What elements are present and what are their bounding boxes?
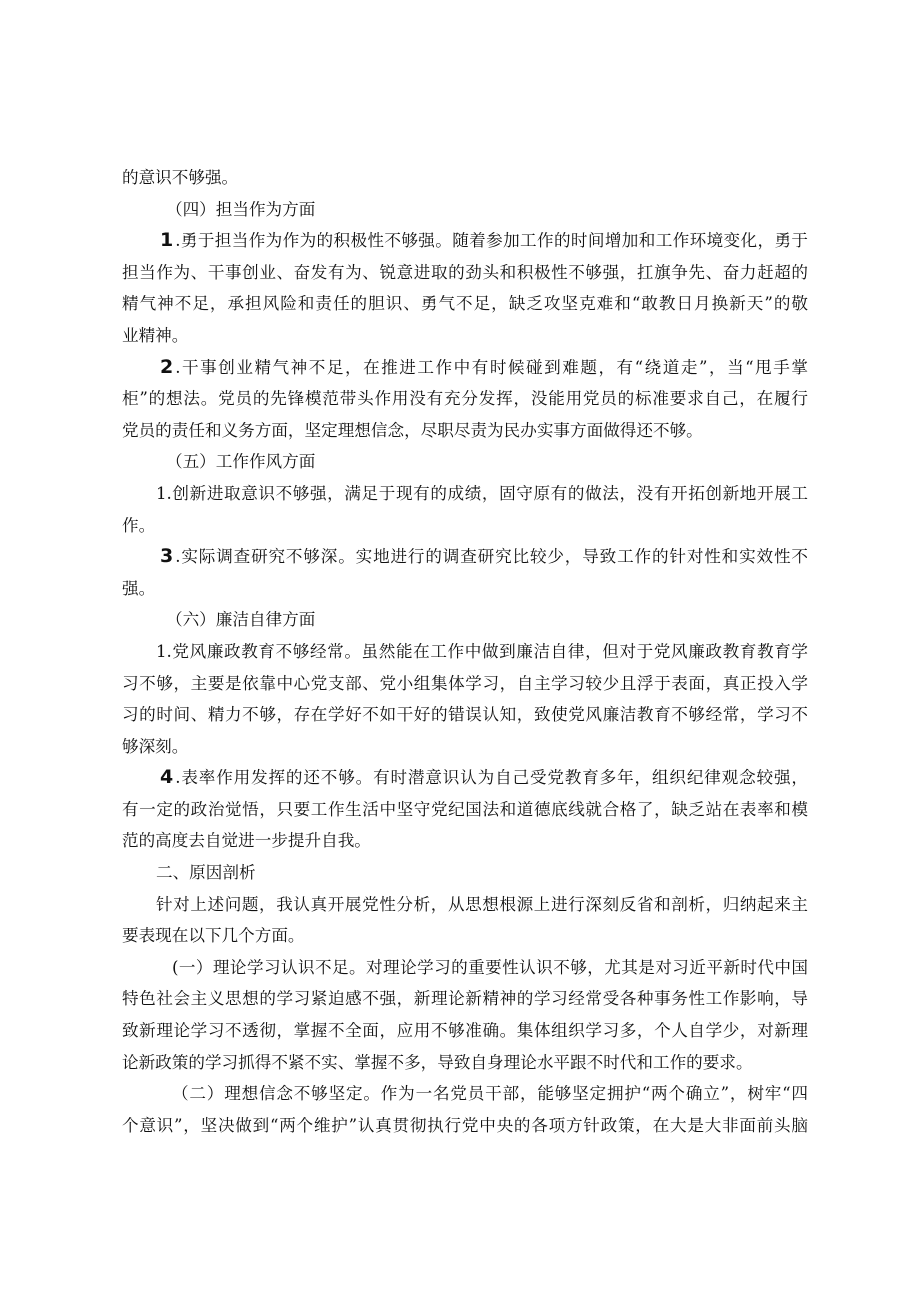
text-line-l30 (122, 1078, 808, 1110)
text-line-l08 (122, 383, 808, 415)
line-text: 习的时间、精力不够，存在学好不如干好的错误认知，致使党风廉洁教育不够经常，学习不 (122, 705, 808, 725)
line-text: 个意识”，坚决做到“两个维护”认真贯彻执行党中央的各项方针政策，在大是大非面前头脑 (122, 1115, 808, 1135)
item-number: 1 (160, 229, 176, 252)
line-text: 强。 (122, 578, 156, 598)
line-text: 够深刻。 (122, 736, 189, 756)
line-text: （四）担当作为方面 (166, 199, 316, 219)
text-line-l01 (122, 162, 808, 194)
text-line-l15 (122, 604, 808, 636)
text-line-l07 (122, 352, 808, 384)
text-line-l27 (122, 983, 808, 1015)
line-text: 针对上述问题，我认真开展党性分析，从思想根源上进行深刻反省和剖析，归纳起来主 (156, 894, 808, 914)
line-text: （五）工作作风方面 (166, 452, 316, 472)
text-line-l22 (122, 825, 808, 857)
line-text: .表率作用发挥的还不够。有时潜意识认为自己受党教育多年，组织纪律观念较强， (175, 768, 808, 788)
line-text: 习不够，主要是依靠中心党支部、党小组集体学习，自主学习较少且浮于表面，真正投入学 (122, 673, 808, 693)
text-line-l20 (122, 762, 808, 794)
line-text: .勇于担当作为作为的积极性不够强。随着参加工作的时间增加和工作环境变化，勇于 (175, 231, 808, 251)
line-text: 范的高度去自觉进一步提升自我。 (122, 831, 371, 851)
text-line-l09 (122, 415, 808, 447)
line-text: 的意识不够强。 (122, 168, 239, 187)
line-text: 精气神不足，承担风险和责任的胆识、勇气不足，缺乏攻坚克难和“敢教日月换新天”的敬 (122, 294, 808, 314)
text-line-l03 (122, 225, 808, 257)
text-line-l10 (122, 446, 808, 478)
line-text: 致新理论学习不透彻，掌握不全面，应用不够准确。集体组织学习多，个人自学少，对新理 (122, 1021, 808, 1041)
line-text: （二）理想信念不够坚定。作为一名党员干部，能够坚定拥护“两个确立”，树牢“四 (172, 1084, 808, 1104)
line-text: 1.党风廉政教育不够经常。虽然能在工作中做到廉洁自律，但对于党风廉政教育教育学 (156, 641, 808, 661)
text-line-l04 (122, 257, 808, 289)
line-text: 有一定的政治觉悟，只要工作生活中坚守党纪国法和道德底线就合格了，缺乏站在表率和模 (122, 799, 808, 819)
line-text: 1.创新进取意识不够强，满足于现有的成绩，固守原有的做法，没有开拓创新地开展工 (156, 483, 808, 503)
text-line-l13 (122, 541, 808, 573)
line-text: .干事创业精气神不足，在推进工作中有时候碰到难题，有“绕道走”，当“甩手掌 (175, 357, 808, 377)
line-text: 要表现在以下几个方面。 (122, 926, 305, 946)
line-text: 二、原因剖析 (156, 863, 256, 883)
text-line-l28 (122, 1015, 808, 1047)
item-number: 2 (160, 355, 176, 378)
text-line-l16 (122, 636, 808, 668)
text-line-l21 (122, 794, 808, 826)
line-text: 担当作为、干事创业、奋发有为、锐意进取的劲头和积极性不够强，扛旗争先、奋力赶超的 (122, 262, 808, 282)
text-line-l26 (122, 952, 808, 984)
document-page (122, 162, 808, 1141)
item-number: 4 (160, 766, 176, 789)
text-line-l25 (122, 920, 808, 952)
line-text: 特色社会主义思想的学习紧迫感不强，新理论新精神的学习经常受各种事务性工作影响，导 (122, 989, 808, 1009)
text-line-l18 (122, 699, 808, 731)
text-line-l12 (122, 510, 808, 542)
text-line-l05 (122, 288, 808, 320)
line-text: 党员的责任和义务方面，坚定理想信念，尽职尽责为民办实事方面做得还不够。 (122, 420, 703, 440)
text-line-l14 (122, 573, 808, 605)
line-text: 论新政策的学习抓得不紧不实、掌握不多，导致自身理论水平跟不时代和工作的要求。 (122, 1052, 753, 1072)
text-line-l31 (122, 1110, 808, 1142)
text-line-l02 (122, 194, 808, 226)
line-text: .实际调查研究不够深。实地进行的调查研究比较少，导致工作的针对性和实效性不 (175, 547, 808, 567)
line-text: 作。 (122, 515, 156, 535)
text-line-l24 (122, 889, 808, 921)
text-line-l17 (122, 668, 808, 700)
line-text: 柜”的想法。党员的先锋模范带头作用没有充分发挥，没能用党员的标准要求自己，在履行 (122, 389, 808, 409)
text-line-l19 (122, 731, 808, 763)
line-text: 业精神。 (122, 325, 189, 345)
line-text: （六）廉洁自律方面 (166, 610, 316, 630)
text-line-l29 (122, 1047, 808, 1079)
item-number: 3 (160, 545, 176, 568)
text-line-l11 (122, 478, 808, 510)
text-line-l06 (122, 320, 808, 352)
line-text: (一）理论学习认识不足。对理论学习的重要性认识不够，尤其是对习近平新时代中国 (172, 957, 808, 977)
text-line-l23 (122, 857, 808, 889)
